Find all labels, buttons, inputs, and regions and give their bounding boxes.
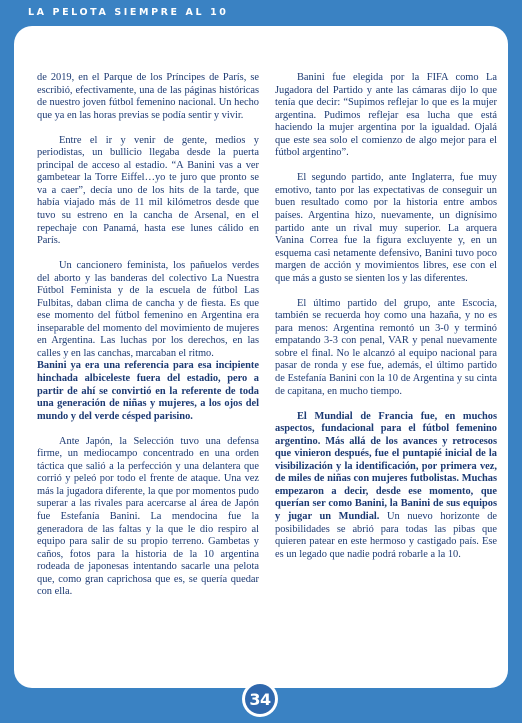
paragraph: Banini fue elegida por la FIFA como La Jugadora del Partido y ante las cámaras dijo lo que tenía que decir: “Supimos reflejar lo que es la mujer argentina. Pudimos reflejar esa lucha que está haciendo la mujer argentina por la igualdad. Ojalá que este sea solo el comienzo de algo mejor para el fútbol argentino”. xyxy=(275,72,497,159)
paragraph: Un cancionero feminista, los pañuelos verdes del aborto y las banderas del colectivo La Nuestra Fútbol Feminista y de la escuela de fútbol Las Fulbitas, daban clima de cancha y de fiesta. Es que ese momento del fútbol femenino en Argentina era inseparable del momento del movimiento de mujeres en Argentina. Las luchas por los derechos, en las calles y en las canchas, marcaban el ritmo. xyxy=(37,260,259,359)
page-number: 34 xyxy=(245,684,275,714)
page-content xyxy=(14,26,508,688)
highlight-paragraph: Banini ya era una referencia para esa incipiente hinchada albiceleste fuera del estadio, pero a partir de ahí se convirtió en la referente de toda una generación de niñas y mujeres, a los ojos del mundo y del verde césped parisino. xyxy=(37,360,259,422)
paragraph: Entre el ir y venir de gente, medios y periodistas, un bullicio llegaba desde la puerta principal de acceso al estadio. “A Banini vas a ver gambetear la Torre Eiffel…yo te juro que pronto se va a caer”, decía uno de los hits de la tarde, que había viajado más de 11 mil kilómetros desde que tuvo su estreno en la cancha de Arsenal, en el repechaje con Panamá, hasta ese lunes cálido en París. xyxy=(37,134,259,247)
paragraph: El último partido del grupo, ante Escocia, también se recuerda hoy como una hazaña, y no es para menos: Argentina remontó un 3-0 y terminó empatando 3-3 con penal, VAR y penal nuevamente sobre el final. No le alcanzó al equipo nacional para pasar de ronda y ese fue, además, el último partido de Estefanía Banini con la 10 de Argentina y su cinta de capitana, en mucho tiempo. xyxy=(275,297,497,397)
closing-paragraph xyxy=(275,411,497,562)
running-header: LA PELOTA SIEMPRE AL 10 xyxy=(28,7,229,18)
paragraph: El segundo partido, ante Inglaterra, fue muy emotivo, tanto por las expectativas de conseguir un buen resultado como por la historia entre ambos países. Argentina hizo, nuevamente, un dignísimo partido ante un rival muy superior. La arquera Vanina Correa fue la figura excluyente y, en un esquema casi netamente defensivo, Banini tuvo poco margen de acción y movimientos libres, ese con el que más a gusto se sienten los y las diferentes. xyxy=(275,172,497,284)
paragraph: Ante Japón, la Selección tuvo una defensa firme, un mediocampo concentrado en una orden táctica que salió a la perfección y una delantera que corrió y peleó por todo el frente de ataque. Una vez más la jugadora diferente, la que por momentos pudo superar a las rivales para acercarse al área de Japón fue Estefanía Banini. La mendocina fue la generadora de las faltas y la que le dio respiro al equipo para salir de su propio terreno. Gambetas y caños, fotos para la historia de la 10 argentina rodeada de japonesas intentando sacarle una pelota que, como gran caprichosa que es, se quería quedar con ella. xyxy=(37,435,259,598)
left-column xyxy=(37,72,259,611)
paragraph: de 2019, en el Parque de los Príncipes de París, se escribió, efectivamente, una de las páginas históricas de nuestro joven fútbol femenino nacional. Un hecho que ya en las horas previas se podía sentir y vivir. xyxy=(37,72,259,121)
page-number-badge xyxy=(242,681,278,717)
closing-highlight: El Mundial de Francia fue, en muchos aspectos, fundacional para el fútbol femenino argentino. Más allá de los avances y retrocesos que vinieron después, fue el puntapié inicial de la visibilización y la identificación, por primera vez, de miles de niñas con mujeres futbolistas. Muchas empezaron a decir, desde ese momento, que querían ser como Banini, la Banini de sus equipos y jugar un Mundial. xyxy=(275,410,497,522)
closing-text: Un nuevo horizonte de posibilidades se abrió para todas las pibas que quieren patear en este hermoso y castigado país. Ese es un legado que nadie podrá robarle a la 10. xyxy=(275,511,498,560)
right-column xyxy=(275,72,497,574)
